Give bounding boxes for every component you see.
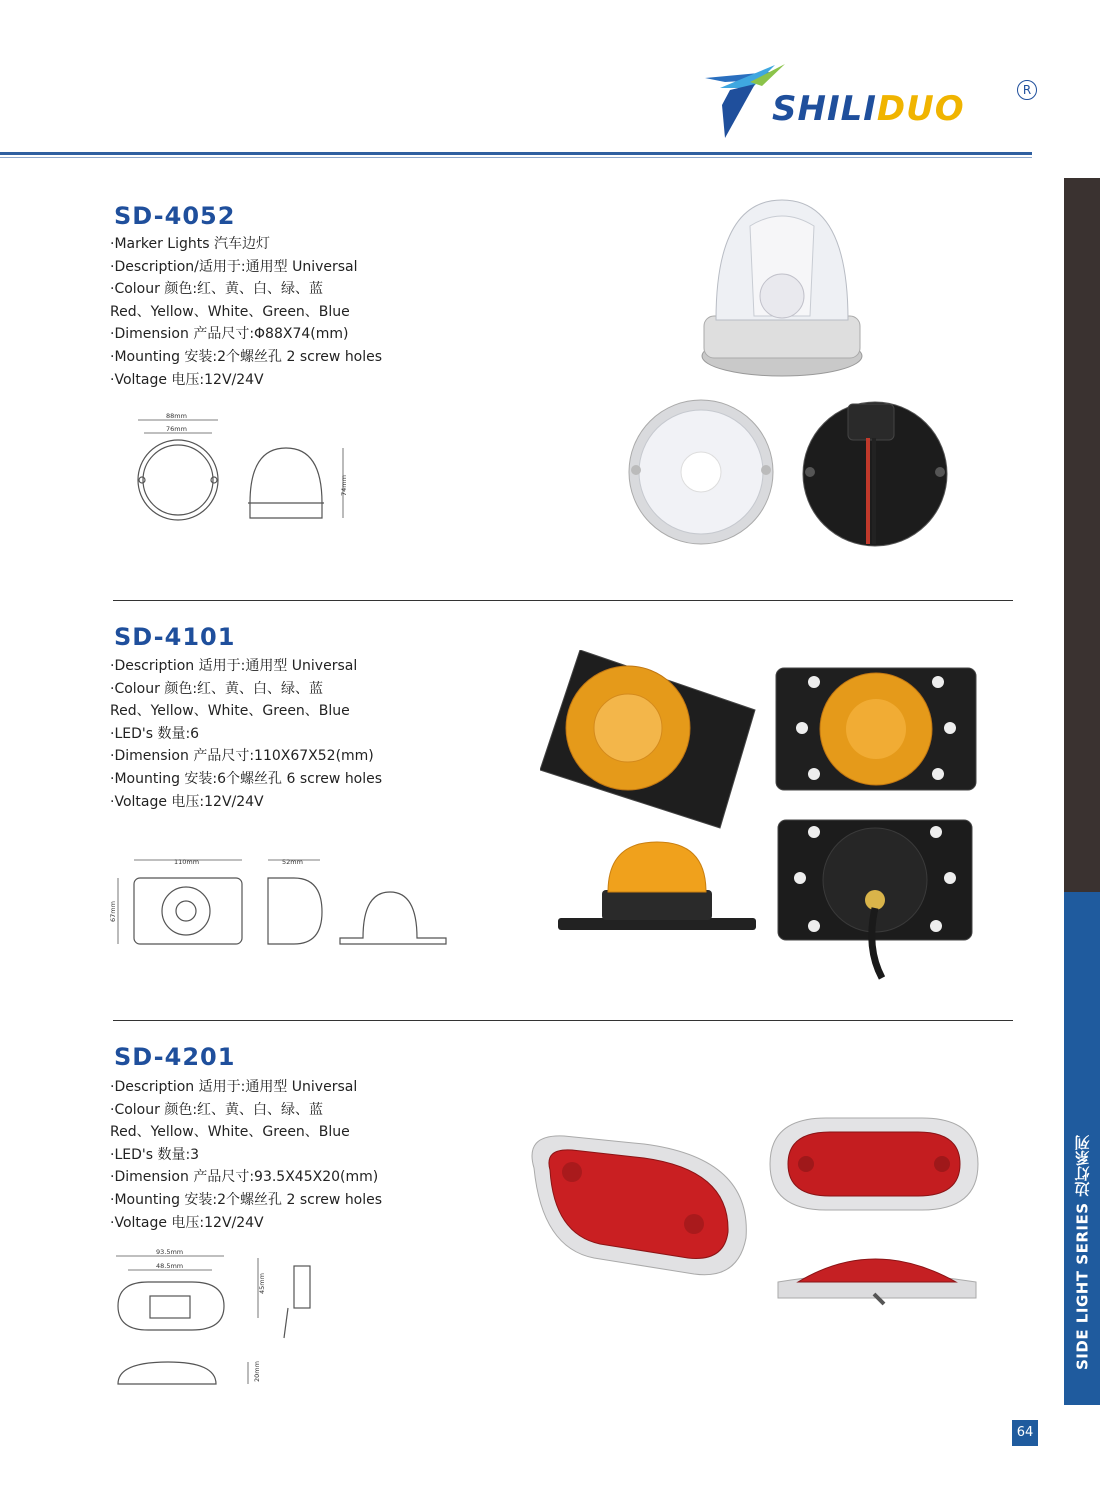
spec-line: ·Dimension 产品尺寸:93.5X45X20(mm) (110, 1169, 379, 1186)
spec-line: ·Mounting 安装:2个螺丝孔 2 screw holes (110, 1191, 383, 1208)
brand-name-part2: DUO (876, 89, 965, 129)
product-specs-sd4101 (110, 655, 382, 813)
spec-line: ·Mounting 安装:6个螺丝孔 6 screw holes (110, 770, 383, 787)
spec-line: ·Voltage 电压:12V/24V (110, 1214, 264, 1231)
page-number: 64 (1012, 1420, 1038, 1446)
product-photo-sd4101-front (774, 666, 978, 792)
registered-mark: R (1017, 80, 1037, 100)
dim-height: 74mm (340, 475, 348, 496)
spec-line: ·LED's 数量:3 (110, 1146, 200, 1163)
spec-line: ·Voltage 电压:12V/24V (110, 371, 264, 388)
spec-line: ·Dimension 产品尺寸:110X67X52(mm) (110, 748, 374, 765)
spec-line: Red、Yellow、White、Green、Blue (110, 303, 350, 320)
header-divider-thin (0, 157, 1032, 158)
dim-depth: 20mm (253, 1361, 261, 1382)
brand-wordmark (772, 89, 965, 129)
spec-line: ·LED's 数量:6 (110, 725, 200, 742)
spec-line: ·Colour 颜色:红、黄、白、绿、蓝 (110, 1101, 324, 1118)
spec-line: ·Description/适用于:通用型 Universal (110, 258, 358, 275)
dim-depth: 52mm (282, 858, 303, 866)
product-photo-sd4052-front (622, 398, 780, 548)
spec-line: ·Description 适用于:通用型 Universal (110, 658, 358, 674)
product-photo-sd4101-angle (540, 650, 758, 830)
product-photo-sd4101-side (556, 836, 758, 936)
dim-inner: 76mm (166, 425, 187, 433)
spec-line: ·Mounting 安装:2个螺丝孔 2 screw holes (110, 348, 383, 365)
dim-inner: 48.5mm (156, 1262, 184, 1270)
product-photo-sd4201-angle (524, 1128, 754, 1280)
dim-height: 67mm (109, 901, 117, 922)
spec-line: Red、Yellow、White、Green、Blue (110, 1124, 350, 1141)
product-model-sd4052: SD-4052 (114, 202, 236, 230)
spec-line: ·Colour 颜色:红、黄、白、绿、蓝 (110, 281, 324, 298)
technical-drawing-sd4201 (108, 1248, 340, 1388)
product-photo-sd4201-front (766, 1112, 982, 1216)
product-specs-sd4201 (110, 1076, 382, 1234)
product-photo-sd4052-back (796, 398, 954, 550)
side-tab-dark (1064, 178, 1100, 892)
spec-line: ·Description 适用于:通用型 Universal (110, 1079, 358, 1095)
section-divider (113, 600, 1013, 601)
product-photo-sd4201-side (774, 1236, 980, 1306)
spec-line: ·Dimension 产品尺寸:Φ88X74(mm) (110, 326, 349, 343)
brand-name-part1: SHILI (772, 89, 877, 129)
product-specs-sd4052 (110, 233, 382, 391)
spec-line: Red、Yellow、White、Green、Blue (110, 703, 350, 720)
technical-drawing-sd4052 (128, 408, 360, 526)
side-tab-label: SIDE LIGHT SERIES 边灯系列 (1073, 1134, 1092, 1370)
section-divider (113, 1020, 1013, 1021)
spec-line: ·Colour 颜色:红、黄、白、绿、蓝 (110, 680, 324, 697)
header-divider (0, 152, 1032, 155)
product-photo-sd4101-back (776, 818, 974, 980)
dim-width: 110mm (174, 858, 200, 866)
spec-line: ·Marker Lights 汽车边灯 (110, 236, 270, 252)
product-photo-sd4052-side (690, 196, 880, 382)
product-model-sd4201: SD-4201 (114, 1043, 236, 1071)
dim-outer: 93.5mm (156, 1248, 184, 1256)
product-model-sd4101: SD-4101 (114, 623, 236, 651)
technical-drawing-sd4101 (108, 852, 453, 952)
spec-line: ·Voltage 电压:12V/24V (110, 793, 264, 810)
dim-height: 45mm (258, 1273, 266, 1294)
dim-outer: 88mm (166, 412, 187, 420)
